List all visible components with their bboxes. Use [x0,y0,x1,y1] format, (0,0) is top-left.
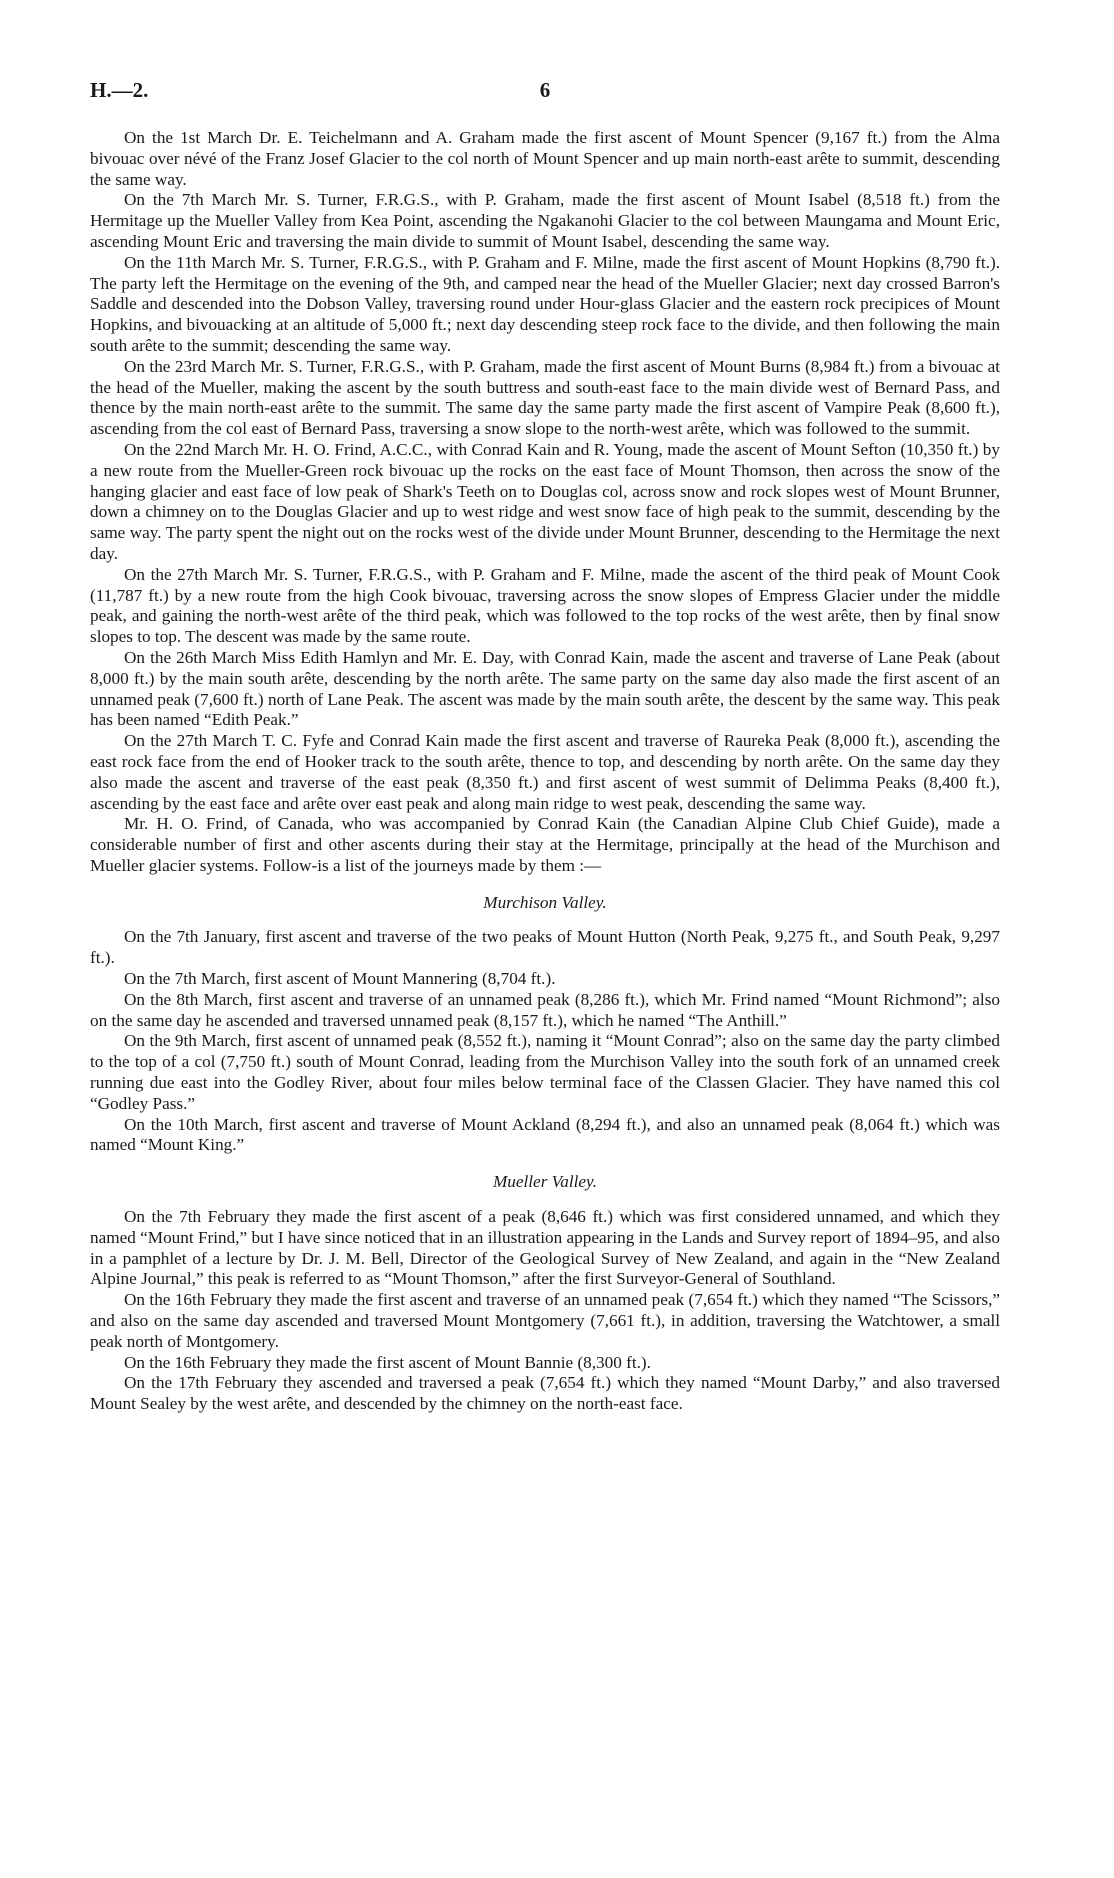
document-reference: H.—2. [90,78,149,102]
paragraph: On the 27th March Mr. S. Turner, F.R.G.S., with P. Graham and F. Milne, made the ascent of the third peak of Mount Cook (11,787 ft.) by a new route from the high Cook bivouac, traversing across the snow slopes of Empress Glacier under the middle peak, and gaining the north-west arête of the third peak, which was followed to the top rocks of the west arête, then by final snow slopes to top. The descent was made by the same route. [90,564,1000,647]
paragraph: On the 8th March, first ascent and traverse of an unnamed peak (8,286 ft.), which Mr. Frind named “Mount Richmond”; also on the same day he ascended and traversed unnamed peak (8,157 ft.), which he named “The Anthill.” [90,989,1000,1030]
section-heading: Murchison Valley. [483,892,607,912]
section-heading: Mueller Valley. [492,1172,598,1192]
paragraph: On the 23rd March Mr. S. Turner, F.R.G.S., with P. Graham, made the first ascent of Mount Burns (8,984 ft.) from a bivouac at the head of the Mueller, making the ascent by the south buttress and south-east face to the main divide west of Bernard Pass, and thence by the main north-east arête to the summit. The same day the same party made the first ascent of Vampire Peak (8,600 ft.), ascending from the col east of Bernard Pass, traversing a snow slope to the north-west arête, which was followed to the summit. [90,356,1000,439]
paragraph: On the 7th March, first ascent of Mount Mannering (8,704 ft.). [124,969,556,989]
paragraph: On the 11th March Mr. S. Turner, F.R.G.S., with P. Graham and F. Milne, made the first ascent of Mount Hopkins (8,790 ft.). The party left the Hermitage on the evening of the 9th, and camped near the head of the Mueller Glacier; next day crossed Barron's Saddle and descended into the Dobson Valley, traversing round under Hour-glass Glacier and the eastern rock precipices of Mount Hopkins, and bivouacking at an altitude of 5,000 ft.; next day descending steep rock face to the divide, and then following the main south arête to the summit; descending the same way. [90,252,1000,355]
paragraph: On the 7th January, first ascent and traverse of the two peaks of Mount Hutton (North Peak, 9,275 ft., and South Peak, 9,297 ft.). [90,927,1000,968]
paragraph: On the 17th February they ascended and traversed a peak (7,654 ft.) which they named “Mount Darby,” and also traversed Mount Sealey by the west arête, and descended by the chimney on the north-east face. [90,1373,1000,1414]
paragraph: On the 7th March Mr. S. Turner, F.R.G.S., with P. Graham, made the first ascent of Mount Isabel (8,518 ft.) from the Hermitage up the Mueller Valley from Kea Point, ascending the Ngakanohi Glacier to the col between Maungama and Mount Eric, ascending Mount Eric and traversing the main divide to summit of Mount Isabel, descending the same way. [90,190,1000,251]
paragraph: On the 16th February they made the first ascent and traverse of an unnamed peak (7,654 ft.) which they named “The Scissors,” and also on the same day ascended and traversed Mount Montgomery (7,661 ft.), in addition, traversing the Watchtower, a small peak north of Montgomery. [90,1290,1000,1351]
paragraph: On the 26th March Miss Edith Hamlyn and Mr. E. Day, with Conrad Kain, made the ascent and traverse of Lane Peak (about 8,000 ft.) by the main south arête, descending by the north arête. The same party on the same day also made the first ascent of an unnamed peak (7,600 ft.) north of Lane Peak. The ascent was made by the main south arête, the descent by the same way. This peak has been named “Edith Peak.” [90,647,1000,730]
murchison-section [90,893,1000,1157]
paragraph: On the 27th March T. C. Fyfe and Conrad Kain made the first ascent and traverse of Raureka Peak (8,000 ft.), ascending the east rock face from the end of Hooker track to the south arête, thence to top, and descending by north arête. On the same day they also made the ascent and traverse of the east peak (8,350 ft.) and first ascent of west summit of Delimma Peaks (8,400 ft.), ascending by the east face and arête over east peak and along main ridge to west peak, descending the same way. [90,731,1000,813]
paragraph: Mr. H. O. Frind, of Canada, who was accompanied by Conrad Kain (the Canadian Alpine Club Chief Guide), made a considerable number of first and other ascents during their stay at the Hermitage, principally at the head of the Murchison and Mueller glacier systems. Follow-is a list of the journeys made by them :— [90,814,1000,875]
paragraph: On the 10th March, first ascent and traverse of Mount Ackland (8,294 ft.), and also an unnamed peak (8,064 ft.) which was named “Mount King.” [90,1114,1000,1155]
page-header [90,80,1000,110]
intro-section [90,128,1000,877]
page-number: 6 [539,78,551,102]
paragraph: On the 22nd March Mr. H. O. Frind, A.C.C., with Conrad Kain and R. Young, made the ascent of Mount Sefton (10,350 ft.) by a new route from the Mueller-Green rock bivouac up the rocks on the east face of Mount Thomson, then across the snow of the hanging glacier and east face of low peak of Shark's Teeth on to Douglas col, across snow and rock slopes west of Mount Brunner, down a chimney on to the Douglas Glacier and up to west ridge and west snow face of high peak to the summit, descending by the same way. The party spent the night out on the rocks west of the divide under Mount Brunner, descending to the Hermitage the next day. [90,439,1000,563]
paragraph: On the 7th February they made the first ascent of a peak (8,646 ft.) which was first considered unnamed, and which they named “Mount Frind,” but I have since noticed that in an illustration appearing in the Lands and Survey report of 1894–95, and also in a pamphlet of a lecture by Dr. J. M. Bell, Director of the Geological Survey of New Zealand, and again in the “New Zealand Alpine Journal,” this peak is referred to as “Mount Thomson,” after the first Surveyor-General of Southland. [90,1207,1000,1289]
mueller-section [90,1172,1000,1415]
paragraph: On the 16th February they made the first ascent of Mount Bannie (8,300 ft.). [124,1352,651,1372]
paragraph: On the 1st March Dr. E. Teichelmann and A. Graham made the first ascent of Mount Spencer (9,167 ft.) from the Alma bivouac over névé of the Franz Josef Glacier to the col north of Mount Spencer and up main north-east arête to summit, descending the same way. [90,128,1000,189]
paragraph: On the 9th March, first ascent of unnamed peak (8,552 ft.), naming it “Mount Conrad”; also on the same day the party climbed to the top of a col (7,750 ft.) south of Mount Conrad, leading from the Murchison Valley into the south fork of an unnamed creek running due east into the Godley River, about four miles below terminal face of the Classen Glacier. They have named this col “Godley Pass.” [90,1031,1000,1113]
